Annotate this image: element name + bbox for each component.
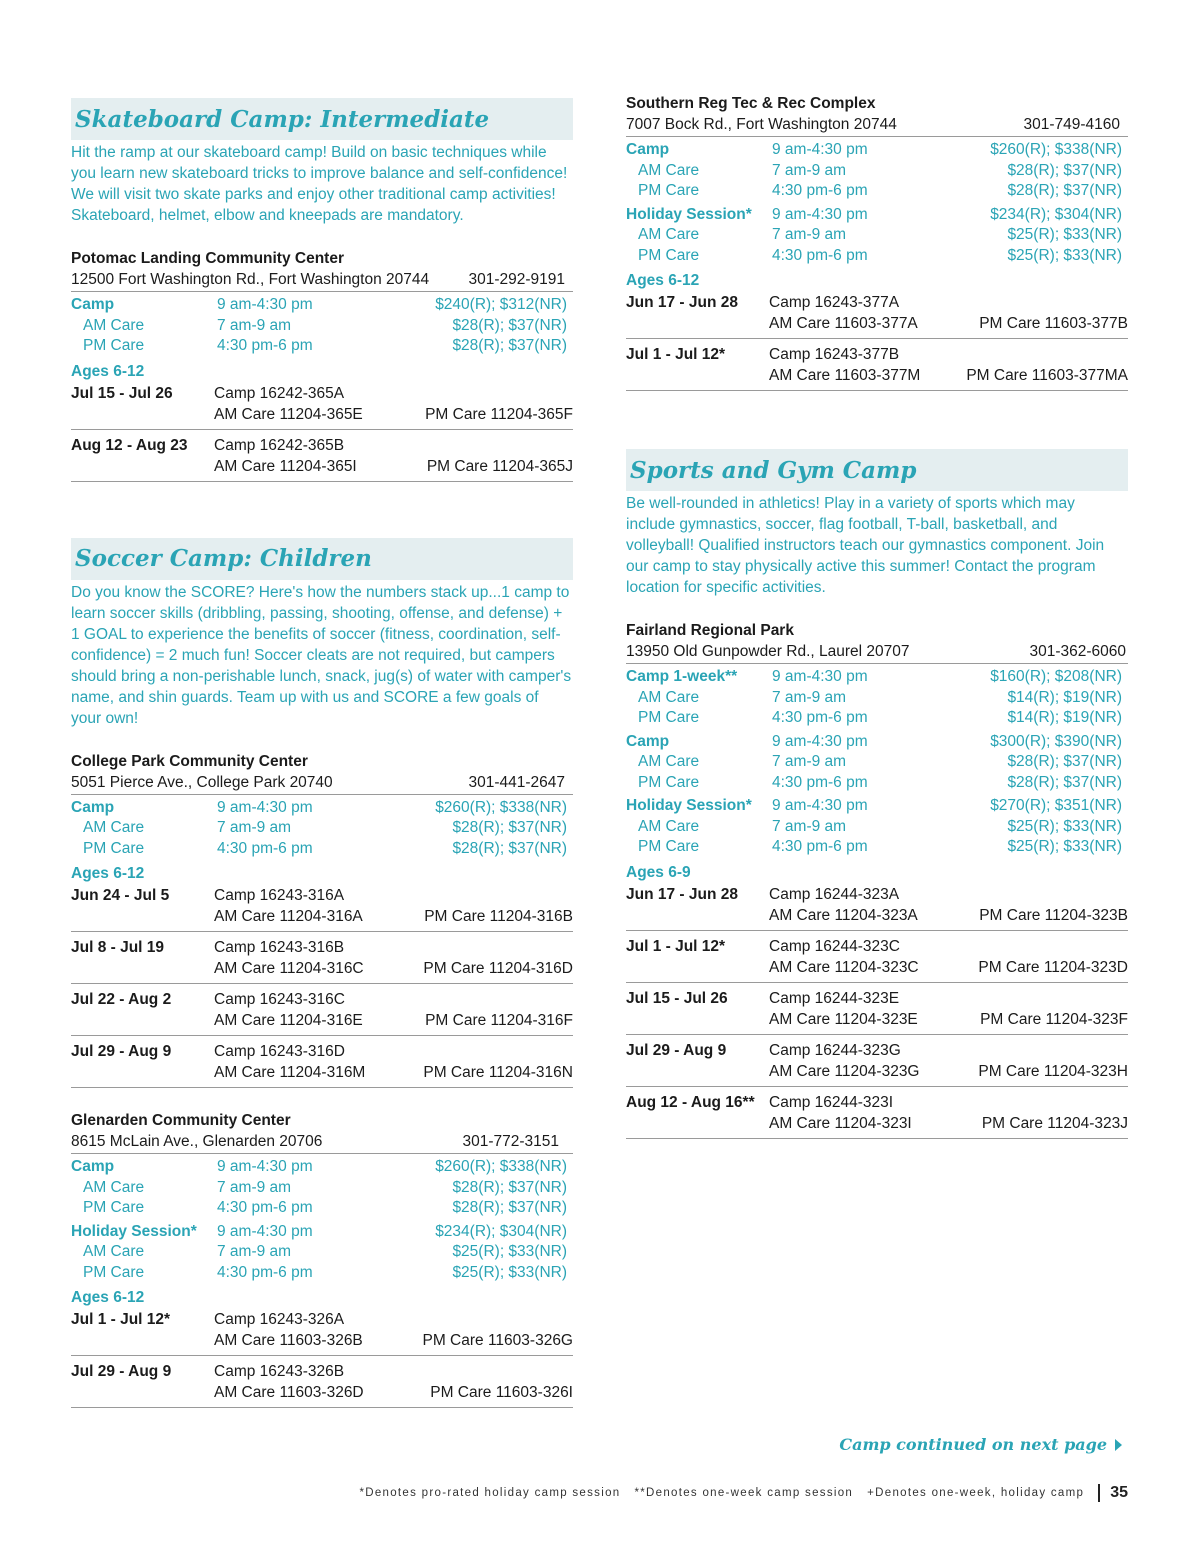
price-table (71, 1157, 573, 1219)
price-time: 4:30 pm-6 pm (217, 1199, 313, 1216)
session-row (626, 987, 1128, 1035)
session-row (71, 1040, 573, 1088)
price-label: Holiday Session* (71, 1222, 197, 1240)
pm-care-code: PM Care 11603-377MA (966, 367, 1128, 384)
price-amount: $25(R); $33(NR) (1007, 838, 1122, 855)
price-amount: $28(R); $37(NR) (1007, 753, 1122, 770)
soccer-camp-title: Soccer Camp: Children (75, 545, 372, 572)
session-row (626, 1091, 1128, 1139)
price-row (71, 316, 573, 337)
pm-care-code: PM Care 11204-316F (425, 1012, 573, 1029)
session-row (71, 1308, 573, 1356)
price-row (71, 818, 573, 839)
price-amount: $14(R); $19(NR) (1007, 709, 1122, 726)
price-label: PM Care (638, 709, 700, 726)
location-address: 12500 Fort Washington Rd., Fort Washington 20744 (71, 271, 430, 288)
pm-care-code: PM Care 11204-323B (979, 906, 1128, 924)
session-dates: Jul 15 - Jul 26 (626, 989, 728, 1007)
price-amount: $14(R); $19(NR) (1007, 688, 1122, 706)
am-care-code: AM Care 11204-365E (214, 405, 363, 423)
price-row (71, 1242, 573, 1263)
skateboard-camp-heading-band (71, 98, 573, 140)
soccer-camp-heading-band (71, 538, 573, 580)
session-dates: Jul 29 - Aug 9 (71, 1043, 172, 1060)
price-row (626, 773, 1128, 794)
location-name: Glenarden Community Center (71, 1112, 291, 1129)
price-amount: $28(R); $37(NR) (452, 819, 567, 836)
pm-care-code: PM Care 11603-326I (430, 1384, 573, 1401)
price-label: Camp (71, 296, 115, 313)
price-label: AM Care (638, 161, 700, 179)
session-row (71, 936, 573, 984)
location-block (626, 93, 1128, 391)
price-row (626, 140, 1128, 161)
session-dates: Jul 8 - Jul 19 (71, 939, 165, 956)
price-amount: $28(R); $37(NR) (1007, 182, 1122, 199)
price-row (626, 161, 1128, 182)
price-row (71, 1157, 573, 1178)
price-amount: $25(R); $33(NR) (1007, 817, 1122, 835)
holiday-price-table (71, 1222, 573, 1284)
price-time: 4:30 pm-6 pm (772, 709, 868, 726)
footnote-one-week: **Denotes one-week camp session (634, 1487, 854, 1499)
am-care-code: AM Care 11204-323E (769, 1010, 918, 1028)
camp-code: Camp 16243-377A (769, 294, 900, 311)
camp-code: Camp 16244-323A (769, 885, 900, 903)
page-footer (359, 1484, 1128, 1502)
price-time: 7 am-9 am (772, 161, 847, 179)
price-amount: $234(R); $304(NR) (435, 1222, 567, 1240)
camp-code: Camp 16242-365A (214, 384, 345, 402)
price-table (71, 798, 573, 860)
price-label: AM Care (83, 1243, 145, 1260)
price-label: Holiday Session* (626, 797, 752, 814)
price-row (71, 1178, 573, 1199)
price-label: PM Care (638, 773, 700, 791)
sports-gym-camp-heading-band (626, 449, 1128, 491)
price-time: 4:30 pm-6 pm (217, 1263, 313, 1281)
arrow-right-icon (1115, 1439, 1122, 1451)
camp-code: Camp 16244-323E (769, 989, 900, 1007)
page-number: 35 (1098, 1484, 1128, 1502)
price-amount: $25(R); $33(NR) (1007, 226, 1122, 243)
location-phone: 301-749-4160 (1023, 116, 1120, 133)
am-care-code: AM Care 11204-365I (214, 457, 357, 475)
session-dates: Jun 24 - Jul 5 (71, 887, 170, 904)
price-amount: $260(R); $338(NR) (990, 141, 1122, 158)
location-name: Potomac Landing Community Center (71, 250, 344, 267)
soccer-camp-description: Do you know the SCORE? Here's how the numbers stack up...1 camp to learn soccer skills (dribbling, passing, shooting, offense, and defense) + 1 GOAL to experience the benefits of soccer (fitness, coordination, self-confidence) = 2 much fun! Soccer cleats are not required, but campers should bring a non-perishable lunch, snack, jug(s) of water with camper's name, and shin guards. Team up with us and SCORE a few goals of your own! (71, 583, 572, 727)
price-row (626, 181, 1128, 202)
session-row (626, 1039, 1128, 1087)
camp-code: Camp 16243-316B (214, 939, 345, 956)
location-block (626, 620, 1128, 1139)
continued-note[interactable] (839, 1435, 1122, 1454)
session-dates: Jun 17 - Jun 28 (626, 294, 738, 311)
pm-care-code: PM Care 11603-377B (979, 315, 1128, 332)
am-care-code: AM Care 11603-377M (769, 367, 921, 384)
location-phone: 301-292-9191 (468, 271, 565, 288)
price-label: PM Care (638, 838, 700, 855)
price-label: Camp (626, 141, 670, 158)
price-label: AM Care (638, 753, 700, 770)
session-row (71, 884, 573, 932)
price-time: 9 am-4:30 pm (217, 798, 313, 816)
price-amount: $25(R); $33(NR) (1007, 246, 1122, 264)
price-table (71, 295, 573, 357)
price-label: PM Care (638, 246, 700, 264)
session-dates: Aug 12 - Aug 23 (71, 436, 188, 454)
price-time: 7 am-9 am (217, 316, 292, 334)
price-time: 9 am-4:30 pm (217, 296, 313, 313)
holiday-price-table (626, 205, 1128, 267)
camp-code: Camp 16243-316C (214, 991, 345, 1008)
pm-care-code: PM Care 11204-323F (980, 1010, 1128, 1028)
price-time: 9 am-4:30 pm (217, 1158, 313, 1175)
price-time: 9 am-4:30 pm (772, 141, 868, 158)
price-label: Camp (71, 798, 115, 816)
session-dates: Jul 22 - Aug 2 (71, 991, 172, 1008)
price-time: 7 am-9 am (217, 1243, 292, 1260)
location-name: Southern Reg Tec & Rec Complex (626, 95, 876, 112)
price-amount: $160(R); $208(NR) (990, 668, 1122, 685)
price-table (626, 732, 1128, 794)
am-care-code: AM Care 11204-316C (214, 960, 364, 977)
price-label: Holiday Session* (626, 205, 752, 223)
am-care-code: AM Care 11204-323I (769, 1114, 912, 1132)
address-row (71, 1131, 573, 1154)
ages-label: Ages 6-12 (71, 865, 145, 882)
am-care-code: AM Care 11603-326B (214, 1332, 363, 1349)
price-label: PM Care (83, 839, 145, 857)
price-row (626, 246, 1128, 267)
holiday-price-table (626, 796, 1128, 858)
address-row (71, 269, 573, 292)
price-label: PM Care (638, 182, 700, 199)
am-care-code: AM Care 11204-316A (214, 908, 363, 925)
price-time: 4:30 pm-6 pm (772, 773, 868, 791)
ages-label: Ages 6-12 (71, 362, 145, 380)
location-address: 8615 McLain Ave., Glenarden 20706 (71, 1133, 323, 1150)
session-dates: Jul 29 - Aug 9 (626, 1041, 727, 1059)
price-time: 9 am-4:30 pm (772, 732, 868, 750)
price-row (626, 667, 1128, 688)
camp-code: Camp 16243-377B (769, 346, 900, 363)
pm-care-code: PM Care 11204-316N (423, 1064, 573, 1081)
location-block (71, 751, 573, 1089)
price-row (71, 336, 573, 357)
price-time: 9 am-4:30 pm (772, 668, 868, 685)
price-amount: $25(R); $33(NR) (452, 1243, 567, 1260)
price-time: 7 am-9 am (772, 226, 847, 243)
price-label: PM Care (83, 1199, 145, 1216)
price-row (626, 817, 1128, 838)
price-time: 4:30 pm-6 pm (772, 838, 868, 855)
session-dates: Jul 1 - Jul 12* (626, 346, 726, 363)
price-time: 4:30 pm-6 pm (217, 337, 313, 354)
price-label: PM Care (83, 1263, 145, 1281)
session-dates: Jul 1 - Jul 12* (71, 1311, 171, 1328)
address-row (626, 114, 1128, 137)
am-care-code: AM Care 11204-316E (214, 1012, 363, 1029)
pm-care-code: PM Care 11204-323H (978, 1062, 1128, 1080)
ages-label: Ages 6-12 (71, 1289, 145, 1306)
session-row (71, 434, 573, 482)
price-time: 7 am-9 am (772, 753, 847, 770)
address-row (626, 641, 1128, 664)
location-address: 13950 Old Gunpowder Rd., Laurel 20707 (626, 643, 910, 660)
price-time: 7 am-9 am (772, 688, 847, 706)
price-amount: $28(R); $37(NR) (452, 1199, 567, 1216)
skateboard-camp-description: Hit the ramp at our skateboard camp! Build on basic techniques while you learn new skateboard tricks to improve balance and self-confidence! We will visit two skate parks and enjoy other traditional camp activities! Skateboard, helmet, elbow and kneepads are mandatory. (71, 144, 568, 224)
price-row (71, 1263, 573, 1284)
session-dates: Jul 15 - Jul 26 (71, 384, 173, 402)
pm-care-code: PM Care 11204-316D (423, 960, 573, 977)
price-time: 7 am-9 am (217, 1178, 292, 1196)
price-amount: $25(R); $33(NR) (452, 1263, 567, 1281)
camp-code: Camp 16243-326A (214, 1311, 345, 1328)
price-row (626, 796, 1128, 817)
am-care-code: AM Care 11204-323G (769, 1062, 920, 1080)
footnote-one-week-holiday: +Denotes one-week, holiday camp (867, 1487, 1085, 1499)
session-dates: Jun 17 - Jun 28 (626, 885, 738, 903)
session-row (71, 1360, 573, 1408)
price-label: AM Care (83, 316, 145, 334)
location-phone: 301-772-3151 (462, 1133, 559, 1150)
location-phone: 301-441-2647 (468, 773, 565, 791)
price-label: AM Care (83, 819, 145, 836)
price-label: AM Care (638, 817, 700, 835)
price-amount: $260(R); $338(NR) (435, 798, 567, 816)
footnote-holiday: *Denotes pro-rated holiday camp session (359, 1487, 621, 1499)
price-amount: $28(R); $37(NR) (452, 839, 567, 857)
location-address: 7007 Bock Rd., Fort Washington 20744 (626, 116, 897, 133)
pm-care-code: PM Care 11204-323J (981, 1114, 1128, 1132)
price-label: AM Care (638, 226, 700, 243)
price-row (626, 205, 1128, 226)
left-column (71, 98, 573, 1412)
sports-gym-camp-description: Be well-rounded in athletics! Play in a variety of sports which may include gymnastics, soccer, flag football, T-ball, basketball, and volleyball! Qualified instructors teach our gymnastics component. Join our camp to stay physically active this summer! Contact the program location for specific activities. (626, 495, 1105, 596)
price-time: 9 am-4:30 pm (217, 1222, 313, 1240)
price-row (626, 732, 1128, 753)
price-label: Camp (71, 1158, 115, 1175)
location-phone: 301-362-6060 (1029, 643, 1126, 660)
camp-code: Camp 16244-323C (769, 937, 900, 955)
price-amount: $28(R); $37(NR) (452, 1178, 567, 1196)
camp-code: Camp 16242-365B (214, 436, 345, 454)
sports-gym-camp-title: Sports and Gym Camp (630, 456, 917, 484)
am-care-code: AM Care 11204-323C (769, 958, 919, 976)
price-label: AM Care (638, 688, 700, 706)
session-row (71, 988, 573, 1036)
address-row (71, 772, 573, 795)
price-table (626, 140, 1128, 202)
camp-code: Camp 16244-323I (769, 1093, 894, 1111)
price-amount: $28(R); $37(NR) (452, 337, 567, 354)
price-amount: $28(R); $37(NR) (1007, 161, 1122, 179)
right-column (626, 93, 1128, 1143)
price-time: 4:30 pm-6 pm (772, 246, 868, 264)
am-care-code: AM Care 11603-326D (214, 1384, 364, 1401)
camp-code: Camp 16244-323G (769, 1041, 901, 1059)
price-amount: $240(R); $312(NR) (435, 296, 567, 313)
price-amount: $234(R); $304(NR) (990, 205, 1122, 223)
session-row (626, 343, 1128, 391)
price-label: PM Care (83, 337, 145, 354)
camp-code: Camp 16243-316D (214, 1043, 345, 1060)
ages-label: Ages 6-9 (626, 863, 691, 881)
price-time: 4:30 pm-6 pm (772, 182, 868, 199)
ages-label: Ages 6-12 (626, 272, 700, 289)
price-amount: $270(R); $351(NR) (990, 797, 1122, 814)
session-row (626, 291, 1128, 339)
price-amount: $28(R); $37(NR) (452, 316, 567, 334)
skateboard-camp-title: Skateboard Camp: Intermediate (75, 105, 490, 133)
session-row (626, 935, 1128, 983)
price-row (71, 1222, 573, 1243)
week-price-table (626, 667, 1128, 729)
pm-care-code: PM Care 11204-316B (424, 908, 573, 925)
price-label: Camp 1-week** (626, 668, 738, 685)
continued-note-text: Camp continued on next page (839, 1435, 1107, 1454)
location-name: College Park Community Center (71, 752, 308, 770)
price-row (626, 752, 1128, 773)
price-time: 7 am-9 am (772, 817, 847, 835)
price-row (71, 1198, 573, 1219)
price-time: 7 am-9 am (217, 819, 292, 836)
session-dates: Jul 29 - Aug 9 (71, 1363, 172, 1380)
location-block (71, 1110, 573, 1408)
price-time: 4:30 pm-6 pm (217, 839, 313, 857)
pm-care-code: PM Care 11204-323D (978, 958, 1128, 976)
am-care-code: AM Care 11204-323A (769, 906, 918, 924)
location-block (71, 248, 573, 482)
session-row (71, 382, 573, 430)
session-dates: Aug 12 - Aug 16** (626, 1093, 755, 1111)
price-row (71, 839, 573, 860)
camp-code: Camp 16243-316A (214, 887, 345, 904)
pm-care-code: PM Care 11204-365J (426, 457, 573, 475)
location-name: Fairland Regional Park (626, 622, 794, 639)
am-care-code: AM Care 11204-316M (214, 1064, 366, 1081)
price-row (626, 837, 1128, 858)
price-label: Camp (626, 732, 670, 750)
price-row (626, 225, 1128, 246)
pm-care-code: PM Care 11204-365F (425, 405, 573, 423)
location-address: 5051 Pierce Ave., College Park 20740 (71, 773, 333, 791)
price-amount: $260(R); $338(NR) (435, 1158, 567, 1175)
price-label: AM Care (83, 1178, 145, 1196)
price-row (626, 708, 1128, 729)
am-care-code: AM Care 11603-377A (769, 315, 918, 332)
price-row (71, 798, 573, 819)
price-time: 9 am-4:30 pm (772, 797, 868, 814)
session-dates: Jul 1 - Jul 12* (626, 937, 726, 955)
price-amount: $300(R); $390(NR) (990, 732, 1122, 750)
session-row (626, 883, 1128, 931)
camp-code: Camp 16243-326B (214, 1363, 345, 1380)
price-time: 9 am-4:30 pm (772, 205, 868, 223)
pm-care-code: PM Care 11603-326G (422, 1332, 573, 1349)
price-row (626, 688, 1128, 709)
price-row (71, 295, 573, 316)
price-amount: $28(R); $37(NR) (1007, 773, 1122, 791)
